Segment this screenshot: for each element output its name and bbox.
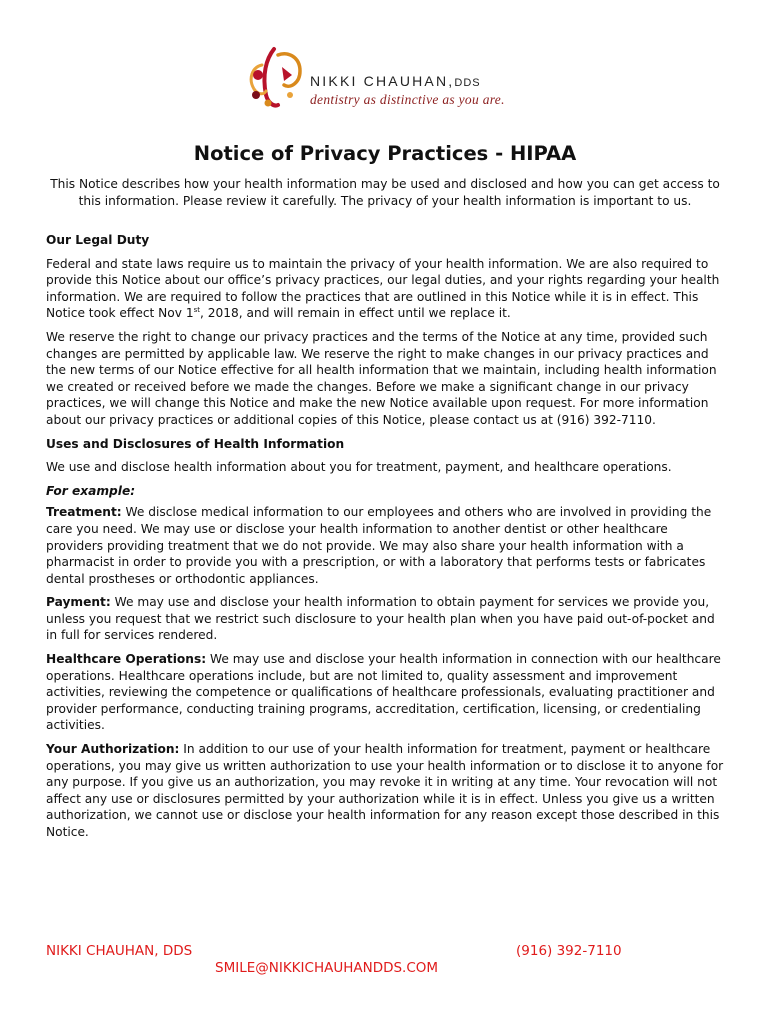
footer-phone: (916) 392-7110 <box>516 943 622 959</box>
authorization-paragraph <box>46 741 726 841</box>
logo-tagline: dentistry as distinctive as you are. <box>310 92 505 107</box>
legal-duty-heading: Our Legal Duty <box>46 233 150 247</box>
logo-name <box>310 73 481 89</box>
nc-monogram-icon <box>244 45 306 111</box>
payment-label: Payment: <box>46 595 111 610</box>
legal-duty-p1-text: Federal and state laws require us to maintain the privacy of your health information. We are also required to provide this Notice about our office’s privacy practices, our legal duties, and your rights regarding your health information. We are required to follow the practices that are outlined in this Notice while it is in effect. This Notice took effect Nov 1 <box>46 256 720 321</box>
intro-paragraph: This Notice describes how your health information may be used and disclosed and how you can get access to this information. Please review it carefully. The privacy of your health information is important to us. <box>50 177 720 208</box>
treatment-paragraph <box>46 504 726 587</box>
legal-duty-p1-end: , 2018, and will remain in effect until we replace it. <box>200 306 511 321</box>
logo-name-suffix: DDS <box>454 77 481 89</box>
legal-duty-paragraph-2: We reserve the right to change our privacy practices and the terms of the Notice at any time, provided such changes are permitted by applicable law. We reserve the right to make changes in our privacy practices and the new terms of our Notice effective for all health information that we maintain, including health information we created or received before we made the changes. Before we make a significant change in our privacy practices, we will change this Notice and make the new Notice available upon request. For more information about our privacy practices or additional copies of this Notice, please contact us at (916) 392-7110. <box>46 329 717 427</box>
payment-text: We may use and disclose your health information to obtain payment for services we provide you, unless you request that we restrict such disclosure to your health plan when you have paid out-of-pocket and in full for services rendered. <box>46 595 715 643</box>
notice-body <box>46 232 726 848</box>
treatment-label: Treatment: <box>46 505 122 520</box>
operations-text: We may use and disclose your health information in connection with our healthcare operations. Healthcare operations include, but are not limited to, quality assessment and improvement activities, reviewing the competence or qualifications of healthcare professionals, evaluating practitioner and provider performance, conducting training programs, accreditation, certification, licensing, or credentialing activities. <box>46 652 721 733</box>
payment-paragraph <box>46 594 726 644</box>
document-title: Notice of Privacy Practices - HIPAA <box>193 142 577 165</box>
footer-email: SMILE@NIKKICHAUHANDDS.COM <box>215 960 439 976</box>
authorization-label: Your Authorization: <box>46 742 180 757</box>
date-ordinal: st <box>193 306 201 315</box>
uses-paragraph-1: We use and disclose health information about you for treatment, payment, and healthcare operations. <box>46 460 672 475</box>
operations-paragraph <box>46 651 726 734</box>
uses-heading: Uses and Disclosures of Health Information <box>46 436 345 451</box>
operations-label: Healthcare Operations: <box>46 652 207 667</box>
treatment-text: We disclose medical information to our employees and others who are involved in providing the care you need. We may use or disclose your health information to another dentist or other healthcare providers providing treatment that we do not provide. We may also share your health information with a pharmacist in order to provide you with a prescription, or with a laboratory that performs tests or fabricates dental prostheses or orthodontic appliances. <box>46 505 712 586</box>
practice-logo <box>244 45 534 115</box>
footer-practice-name: NIKKI CHAUHAN, DDS <box>46 943 193 959</box>
legal-duty-paragraph-1 <box>46 256 726 322</box>
logo-name-text: NIKKI CHAUHAN, <box>310 73 455 89</box>
example-label: For example: <box>46 483 136 498</box>
authorization-text: In addition to our use of your health information for treatment, payment or healthcare operations, you may give us written authorization to use your health information or to disclose it to anyone for any purpose. If you give us an authorization, you may revoke it in writing at any time. Your revocation will not affect any use or disclosures permitted by your authorization while it is in effect. Unless you give us a written authorization, we cannot use or disclose your health information for any reason except those described in this Notice. <box>46 742 724 839</box>
